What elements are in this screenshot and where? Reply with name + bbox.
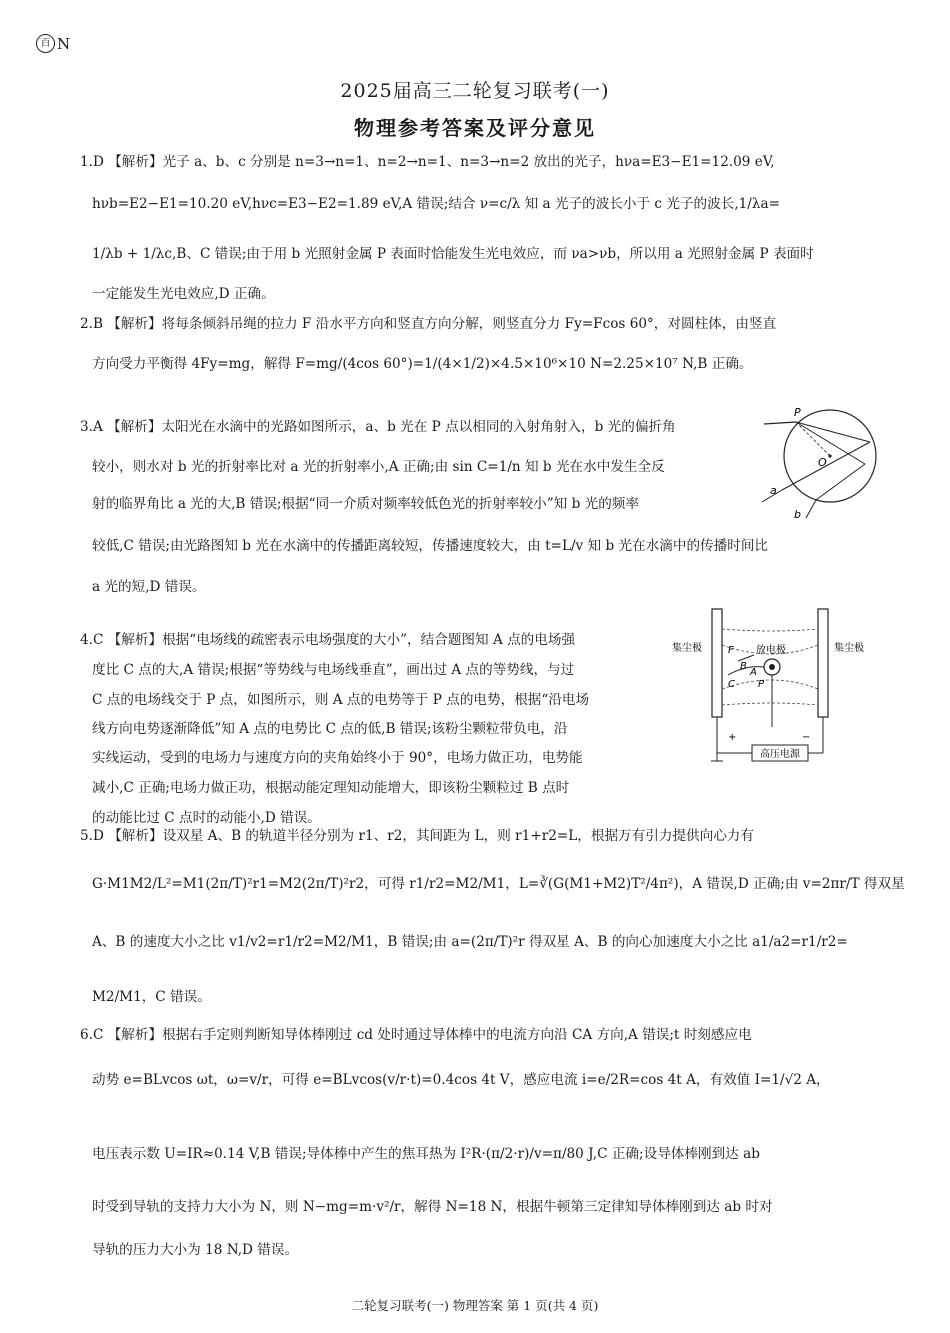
right-plate — [818, 609, 828, 717]
q1-line-4: 一定能发生光电效应,D 正确。 — [92, 286, 275, 302]
q4-line-6: 减小,C 正确;电场力做正功，根据动能定理知动能增大，即该粉尘颗粒过 B 点时 — [92, 780, 570, 796]
q5-line-2: G·M1M2/L²=M1(2π/T)²r1=M2(2π/T)²r2，可得 r1/r2=M2/M1，L=∛(G(M1+M2)T²/4π²)，A 错误,D 正确;由 v=2πr/T 得双星 — [92, 876, 905, 892]
label-o: O — [818, 456, 827, 469]
precipitator-figure — [668, 605, 878, 770]
right-plate-label: 集尘极 — [834, 643, 864, 654]
water-drop-figure — [760, 404, 880, 524]
badge-letter: N — [57, 34, 71, 53]
label-a: A — [750, 667, 757, 678]
minus-label: − — [802, 732, 811, 743]
center-dot — [828, 454, 831, 457]
q6-line-2: 动势 e=BLvcos ωt，ω=v/r，可得 e=BLvcos(v/r·t)=0.4cos 4t V，感应电流 i=e/2R=cos 4t A，有效值 I=1/√2 A， — [92, 1072, 830, 1088]
q4-line-2: 度比 C 点的大,A 错误;根据“等势线与电场线垂直”，画出过 A 点的等势线，与过 — [92, 662, 575, 678]
q2-line-2: 方向受力平衡得 4Fy=mg，解得 F=mg/(4cos 60°)=1/(4×1/2)×4.5×10⁶×10 N=2.25×10⁷ N,B 正确。 — [92, 356, 753, 372]
label-b: B — [740, 661, 747, 672]
label-p: P — [758, 679, 765, 690]
label-p: P — [794, 406, 801, 419]
field-line — [722, 629, 818, 631]
q6-line-1: 6.C 【解析】根据右手定则判断知导体棒刚过 cd 处时通过导体棒中的电流方向沿 CA 方向,A 错误;t 时刻感应电 — [80, 1027, 752, 1043]
q6-line-4: 时受到导轨的支持力大小为 N，则 N−mg=m·v²/r，解得 N=18 N，根据牛顿第三定律知导体棒刚到达 ab 时对 — [92, 1199, 773, 1215]
q3-line-1: 3.A 【解析】太阳光在水滴中的光路如图所示，a、b 光在 P 点以相同的入射角射入，b 光的偏折角 — [80, 419, 676, 435]
q1-line-2: hνb=E2−E1=10.20 eV,hνc=E3−E2=1.89 eV,A 错误;结合 ν=c/λ 知 a 光子的波长小于 c 光子的波长,1/λa= — [92, 196, 780, 212]
field-line — [722, 680, 818, 689]
q3-line-3: 射的临界角比 a 光的大,B 错误;根据“同一介质对频率较低色光的折射率较小”知 b 光的频率 — [92, 496, 639, 512]
left-plate-label: 集尘极 — [672, 643, 702, 654]
q5-line-1: 5.D 【解析】设双星 A、B 的轨道半径分别为 r1、r2，其间距为 L，则 r1+r2=L，根据万有引力提供向心力有 — [80, 828, 754, 844]
q1-line-1: 1.D 【解析】光子 a、b、c 分别是 n=3→n=1、n=2→n=1、n=3→n=2 放出的光子，hνa=E3−E1=12.09 eV, — [80, 154, 775, 170]
electrode-label: 放电极 — [756, 645, 786, 656]
badge-circle: 百 — [36, 34, 55, 53]
incident-ray — [764, 422, 796, 424]
ray-b-return — [816, 464, 865, 500]
q3-line-2: 较小，则水对 b 光的折射率比对 a 光的折射率小,A 正确;由 sin C=1/n 知 b 光在水中发生全反 — [92, 459, 665, 475]
edition-badge — [36, 34, 70, 53]
q3-line-5: a 光的短,D 错误。 — [92, 579, 206, 595]
label-a: a — [770, 484, 777, 497]
plus-label: + — [728, 732, 737, 743]
q4-line-7: 的动能比过 C 点时的动能小,D 错误。 — [92, 810, 321, 826]
label-b: b — [794, 508, 801, 521]
exam-title: 2025届高三二轮复习联考(一) — [340, 80, 610, 102]
q6-line-5: 导轨的压力大小为 18 N,D 错误。 — [92, 1242, 299, 1258]
ray-a-inside — [796, 422, 870, 442]
q1-line-3: 1/λb + 1/λc,B、C 错误;由于用 b 光照射金属 P 表面时恰能发生光电效应，而 νa>νb，所以用 a 光照射金属 P 表面时 — [92, 246, 814, 262]
q4-line-4: 线方向电势逐渐降低”知 A 点的电势比 C 点的低,B 错误;该粉尘颗粒带负电，沿 — [92, 721, 568, 737]
q5-line-4: M2/M1，C 错误。 — [92, 989, 211, 1005]
q2-line-1: 2.B 【解析】将每条倾斜吊绳的拉力 F 沿水平方向和竖直方向分解，则竖直分力 Fy=Fcos 60°，对圆柱体，由竖直 — [80, 316, 777, 332]
electrode-core — [769, 664, 775, 670]
left-plate — [712, 609, 722, 717]
q4-line-5: 实线运动，受到的电场力与速度方向的夹角始终小于 90°，电场力做正功，电势能 — [92, 750, 583, 766]
q5-line-3: A、B 的速度大小之比 v1/v2=r1/r2=M2/M1，B 错误;由 a=(2π/T)²r 得双星 A、B 的向心加速度大小之比 a1/a2=r1/r2= — [92, 934, 848, 950]
label-c: C — [728, 679, 735, 690]
answer-subtitle: 物理参考答案及评分意见 — [354, 116, 596, 140]
page-footer: 二轮复习联考(一) 物理答案 第 1 页(共 4 页) — [351, 1298, 599, 1313]
ray-b-inside — [796, 422, 865, 464]
power-label: 高压电源 — [760, 749, 800, 760]
field-line — [722, 703, 818, 705]
ray-b-out — [806, 500, 816, 518]
q3-line-4: 较低,C 错误;由光路图知 b 光在水滴中的传播距离较短，传播速度较大，由 t=L/v 知 b 光在水滴中的传播时间比 — [92, 538, 769, 554]
q4-line-3: C 点的电场线交于 P 点，如图所示，则 A 点的电势等于 P 点的电势，根据“沿电场 — [92, 692, 590, 708]
q4-line-1: 4.C 【解析】根据“电场线的疏密表示电场强度的大小”，结合题图知 A 点的电场强 — [80, 632, 576, 648]
q6-line-3: 电压表示数 U=IR≈0.14 V,B 错误;导体棒中产生的焦耳热为 I²R·(π/2·r)/v=π/80 J,C 正确;设导体棒刚到达 ab — [92, 1146, 760, 1162]
label-f: F — [728, 645, 734, 656]
